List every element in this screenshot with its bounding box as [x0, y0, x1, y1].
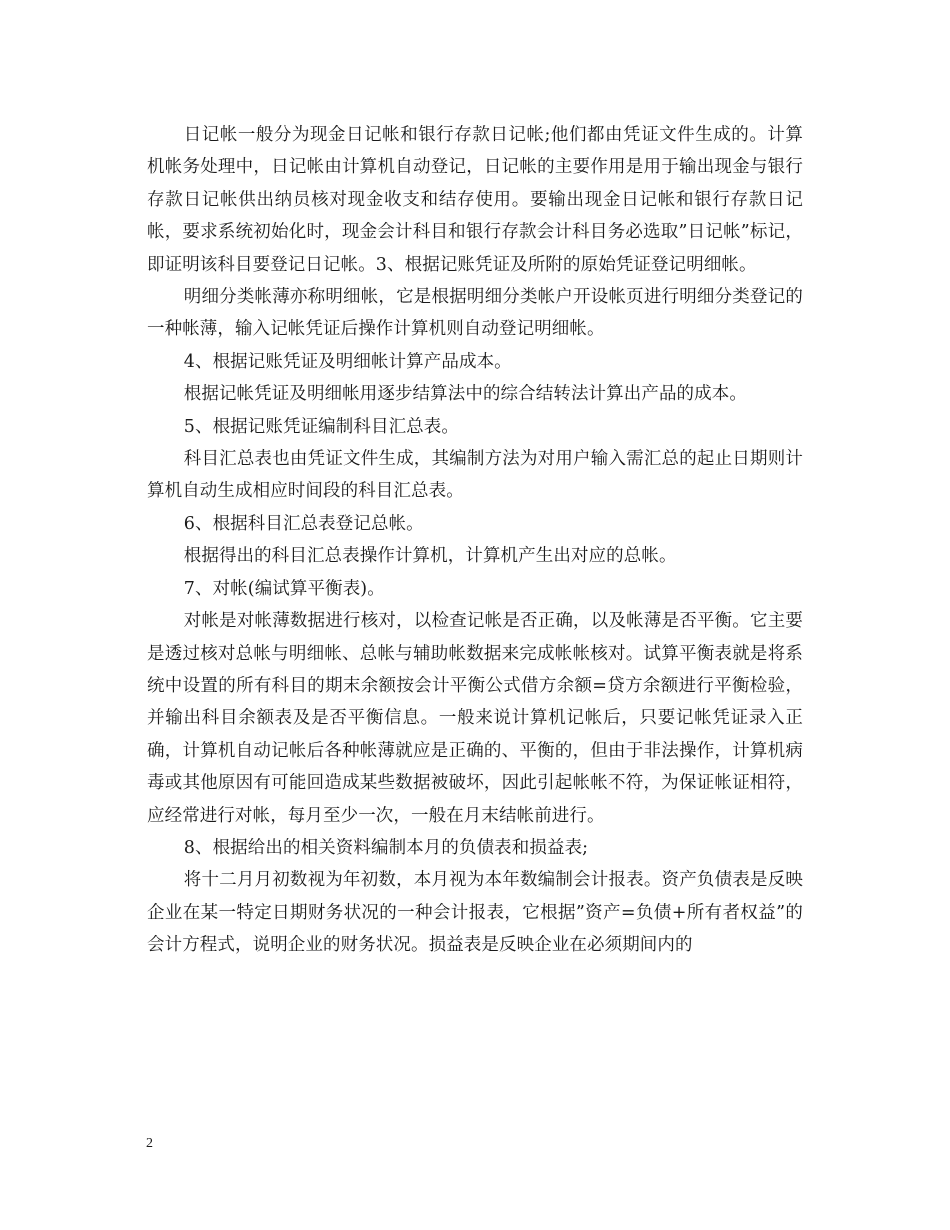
paragraph-summary-table: 科目汇总表也由凭证文件生成，其编制方法为对用户输入需汇总的起止日期则计算机自动生成相应时间段的科目汇总表。	[147, 449, 803, 502]
paragraph-step-7-heading: 7、对帐(编试算平衡表)。	[183, 578, 385, 599]
page-number: 2	[146, 1136, 153, 1151]
paragraph-reconciliation: 对帐是对帐薄数据进行核对，以检查记帐是否正确，以及帐薄是否平衡。它主要是透过核对总帐与明细帐、总帐与辅助帐数据来完成帐帐核对。试算平衡表就是将系统中设置的所有科目的期末余额按会计平衡公式借方余额=贷方余额进行平衡检验，并输出科目余额表及是否平衡信息。一般来说计算机记帐后，只要记帐凭证录入正确，计算机自动记帐后各种帐薄就应是正确的、平衡的，但由于非法操作，计算机病毒或其他原因有可能回造成某些数据被破坏，因此引起帐帐不符，为保证帐证相符，应经常进行对帐，每月至少一次，一般在月末结帐前进行。	[147, 611, 803, 826]
paragraph-product-cost: 根据记帐凭证及明细帐用逐步结算法中的综合结转法计算出产品的成本。	[183, 384, 747, 405]
paragraph-general-ledger: 根据得出的科目汇总表操作计算机，计算机产生出对应的总帐。	[183, 546, 677, 567]
paragraph-financial-statements: 将十二月月初数视为年初数，本月视为本年数编制会计报表。资产负债表是反映企业在某一特定日期财务状况的一种会计报表，它根据”资产=负债+所有者权益”的会计方程式，说明企业的财务状况。损益表是反映企业在必须期间内的	[147, 870, 803, 956]
paragraph-journal-intro: 日记帐一般分为现金日记帐和银行存款日记帐;他们都由凭证文件生成的。计算机帐务处理中，日记帐由计算机自动登记，日记帐的主要作用是用于输出现金与银行存款日记帐供出纳员核对现金收支和结存使用。要输出现金日记帐和银行存款日记帐，要求系统初始化时，现金会计科目和银行存款会计科目务必选取”日记帐”标记，即证明该科目要登记日记帐。3、根据记账凭证及所附的原始凭证登记明细帐。	[147, 125, 803, 275]
document-body	[147, 119, 803, 962]
paragraph-step-6-heading: 6、根据科目汇总表登记总帐。	[183, 513, 424, 534]
paragraph-step-4-heading: 4、根据记账凭证及明细帐计算产品成本。	[183, 351, 512, 372]
paragraph-detail-ledger: 明细分类帐薄亦称明细帐，它是根据明细分类帐户开设帐页进行明细分类登记的一种帐薄，输入记帐凭证后操作计算机则自动登记明细帐。	[147, 287, 803, 340]
paragraph-step-5-heading: 5、根据记账凭证编制科目汇总表。	[183, 416, 459, 437]
paragraph-step-8-heading: 8、根据给出的相关资料编制本月的负债表和损益表;	[183, 837, 589, 858]
